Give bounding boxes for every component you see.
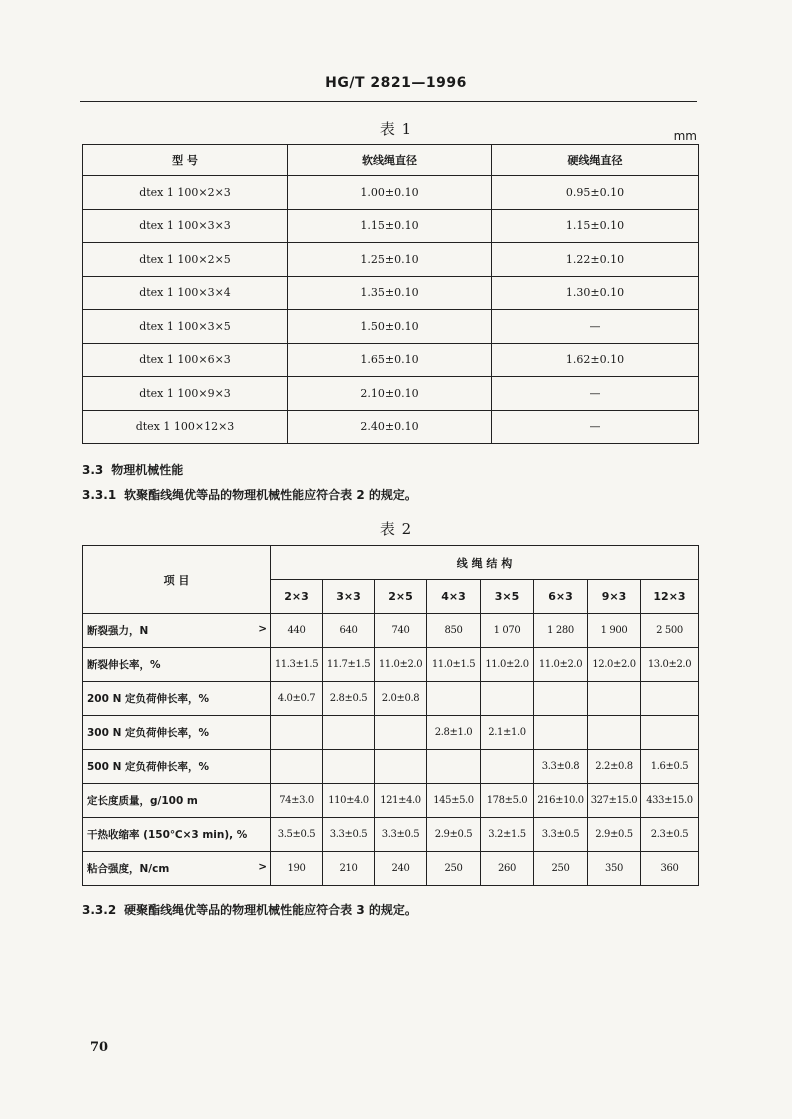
- value-cell: [427, 750, 481, 784]
- property-name-cell: [83, 682, 271, 716]
- table1-cell: dtex 1 100×3×4: [83, 276, 288, 310]
- structure-column-header: 3×3: [323, 580, 375, 614]
- table1-cell: 2.40±0.10: [288, 410, 492, 444]
- value-cell: 640: [323, 614, 375, 648]
- value-cell: 11.0±2.0: [481, 648, 534, 682]
- structure-column-header: 4×3: [427, 580, 481, 614]
- value-cell: 3.5±0.5: [271, 818, 323, 852]
- table1-row: [83, 343, 699, 377]
- table1-cell: 1.65±0.10: [288, 343, 492, 377]
- table1-cell: 1.15±0.10: [288, 209, 492, 243]
- value-cell: 110±4.0: [323, 784, 375, 818]
- table1-header-cell: 软线绳直径: [288, 145, 492, 176]
- table2-row: [83, 648, 699, 682]
- value-cell: [323, 716, 375, 750]
- section-3-3: [82, 461, 183, 478]
- value-cell: [271, 750, 323, 784]
- value-cell: [271, 716, 323, 750]
- table1-row: [83, 377, 699, 411]
- property-name: 定长度质量，g/100 m: [87, 795, 198, 807]
- value-cell: 13.0±2.0: [641, 648, 699, 682]
- value-cell: 350: [588, 852, 641, 886]
- table2-row: [83, 614, 699, 648]
- value-cell: [641, 716, 699, 750]
- value-cell: 740: [375, 614, 427, 648]
- table2-row: [83, 818, 699, 852]
- table1-row: [83, 276, 699, 310]
- value-cell: 3.3±0.5: [375, 818, 427, 852]
- value-cell: [481, 750, 534, 784]
- property-name: 干热收缩率 (150℃×3 min), %: [87, 829, 248, 841]
- value-cell: 1 280: [534, 614, 588, 648]
- value-cell: [534, 716, 588, 750]
- table1-cell: —: [492, 410, 699, 444]
- value-cell: 240: [375, 852, 427, 886]
- value-cell: 250: [427, 852, 481, 886]
- value-cell: [534, 682, 588, 716]
- table1-cell: —: [492, 310, 699, 344]
- value-cell: 2.0±0.8: [375, 682, 427, 716]
- property-name-cell: [83, 818, 271, 852]
- table1: [82, 144, 699, 444]
- value-cell: 2.2±0.8: [588, 750, 641, 784]
- table1-row: [83, 209, 699, 243]
- table1-cell: dtex 1 100×3×5: [83, 310, 288, 344]
- property-name: 500 N 定负荷伸长率，%: [87, 761, 210, 773]
- property-name-cell: [83, 852, 271, 886]
- property-name-cell: [83, 750, 271, 784]
- property-name: 300 N 定负荷伸长率，%: [87, 727, 210, 739]
- table1-cell: dtex 1 100×2×3: [83, 176, 288, 210]
- value-cell: 11.0±2.0: [375, 648, 427, 682]
- structure-column-header: 2×5: [375, 580, 427, 614]
- value-cell: 433±15.0: [641, 784, 699, 818]
- table1-caption: 表 1: [379, 120, 413, 138]
- comparison-symbol: >: [258, 623, 267, 635]
- table1-cell: 1.25±0.10: [288, 243, 492, 277]
- value-cell: 2.8±0.5: [323, 682, 375, 716]
- table2: [82, 545, 699, 886]
- table1-row: [83, 243, 699, 277]
- page-number: 70: [90, 1040, 109, 1055]
- table1-cell: 1.22±0.10: [492, 243, 699, 277]
- item-header: 项 目: [83, 546, 271, 614]
- header-rule: [80, 101, 697, 102]
- value-cell: 12.0±2.0: [588, 648, 641, 682]
- section-3-3-1: [82, 486, 417, 503]
- value-cell: 3.3±0.5: [534, 818, 588, 852]
- property-name-cell: [83, 716, 271, 750]
- structure-header: 线 绳 结 构: [271, 546, 699, 580]
- comparison-symbol: >: [258, 861, 267, 873]
- table1-cell: dtex 1 100×3×3: [83, 209, 288, 243]
- value-cell: [481, 682, 534, 716]
- table1-cell: 2.10±0.10: [288, 377, 492, 411]
- table2-row: [83, 784, 699, 818]
- property-name: 断裂强力，N: [87, 625, 149, 637]
- table1-cell: —: [492, 377, 699, 411]
- value-cell: 210: [323, 852, 375, 886]
- table2-caption: 表 2: [379, 520, 413, 538]
- value-cell: 1 900: [588, 614, 641, 648]
- section-number: 3.3.2: [82, 903, 117, 917]
- table1-cell: dtex 1 100×6×3: [83, 343, 288, 377]
- structure-column-header: 6×3: [534, 580, 588, 614]
- table1-cell: 1.50±0.10: [288, 310, 492, 344]
- value-cell: 11.0±2.0: [534, 648, 588, 682]
- table2-row: [83, 750, 699, 784]
- section-text: 软聚酯线绳优等品的物理机械性能应符合表 2 的规定。: [124, 488, 417, 502]
- section-title: 物理机械性能: [111, 463, 184, 477]
- value-cell: 360: [641, 852, 699, 886]
- value-cell: 3.3±0.5: [323, 818, 375, 852]
- table2-row: [83, 716, 699, 750]
- property-name: 200 N 定负荷伸长率，%: [87, 693, 210, 705]
- value-cell: 216±10.0: [534, 784, 588, 818]
- value-cell: 3.2±1.5: [481, 818, 534, 852]
- value-cell: 327±15.0: [588, 784, 641, 818]
- table1-cell: 1.00±0.10: [288, 176, 492, 210]
- value-cell: 1.6±0.5: [641, 750, 699, 784]
- value-cell: 11.7±1.5: [323, 648, 375, 682]
- table1-cell: dtex 1 100×2×5: [83, 243, 288, 277]
- property-name-cell: [83, 784, 271, 818]
- structure-column-header: 2×3: [271, 580, 323, 614]
- value-cell: 178±5.0: [481, 784, 534, 818]
- value-cell: 11.0±1.5: [427, 648, 481, 682]
- value-cell: 3.3±0.8: [534, 750, 588, 784]
- value-cell: 2.3±0.5: [641, 818, 699, 852]
- table1-header-cell: 型 号: [83, 145, 288, 176]
- value-cell: 250: [534, 852, 588, 886]
- value-cell: 2.1±1.0: [481, 716, 534, 750]
- table1-unit: mm: [673, 129, 697, 143]
- table1-header-cell: 硬线绳直径: [492, 145, 699, 176]
- value-cell: [323, 750, 375, 784]
- table2-row: [83, 852, 699, 886]
- section-text: 硬聚酯线绳优等品的物理机械性能应符合表 3 的规定。: [124, 903, 417, 917]
- value-cell: 260: [481, 852, 534, 886]
- value-cell: 11.3±1.5: [271, 648, 323, 682]
- property-name: 粘合强度，N/cm: [87, 863, 170, 875]
- value-cell: 2.9±0.5: [588, 818, 641, 852]
- value-cell: 2.9±0.5: [427, 818, 481, 852]
- value-cell: [641, 682, 699, 716]
- property-name-cell: [83, 648, 271, 682]
- value-cell: 2.8±1.0: [427, 716, 481, 750]
- table1-cell: dtex 1 100×9×3: [83, 377, 288, 411]
- structure-column-header: 12×3: [641, 580, 699, 614]
- section-3-3-2: [82, 901, 417, 918]
- value-cell: 440: [271, 614, 323, 648]
- property-name: 断裂伸长率，%: [87, 659, 161, 671]
- value-cell: 4.0±0.7: [271, 682, 323, 716]
- value-cell: [375, 750, 427, 784]
- value-cell: 190: [271, 852, 323, 886]
- value-cell: 74±3.0: [271, 784, 323, 818]
- value-cell: 850: [427, 614, 481, 648]
- section-number: 3.3.1: [82, 488, 117, 502]
- value-cell: [588, 682, 641, 716]
- table1-cell: 1.62±0.10: [492, 343, 699, 377]
- value-cell: [588, 716, 641, 750]
- table1-row: [83, 176, 699, 210]
- value-cell: 1 070: [481, 614, 534, 648]
- table1-cell: 1.35±0.10: [288, 276, 492, 310]
- structure-column-header: 3×5: [481, 580, 534, 614]
- value-cell: 2 500: [641, 614, 699, 648]
- section-number: 3.3: [82, 463, 104, 477]
- table2-row: [83, 682, 699, 716]
- structure-column-header: 9×3: [588, 580, 641, 614]
- table1-cell: 0.95±0.10: [492, 176, 699, 210]
- value-cell: 121±4.0: [375, 784, 427, 818]
- table1-cell: 1.30±0.10: [492, 276, 699, 310]
- table1-cell: 1.15±0.10: [492, 209, 699, 243]
- property-name-cell: [83, 614, 271, 648]
- table1-row: [83, 310, 699, 344]
- value-cell: [375, 716, 427, 750]
- value-cell: 145±5.0: [427, 784, 481, 818]
- table1-cell: dtex 1 100×12×3: [83, 410, 288, 444]
- standard-header: HG/T 2821—1996: [325, 75, 467, 91]
- value-cell: [427, 682, 481, 716]
- table1-row: [83, 410, 699, 444]
